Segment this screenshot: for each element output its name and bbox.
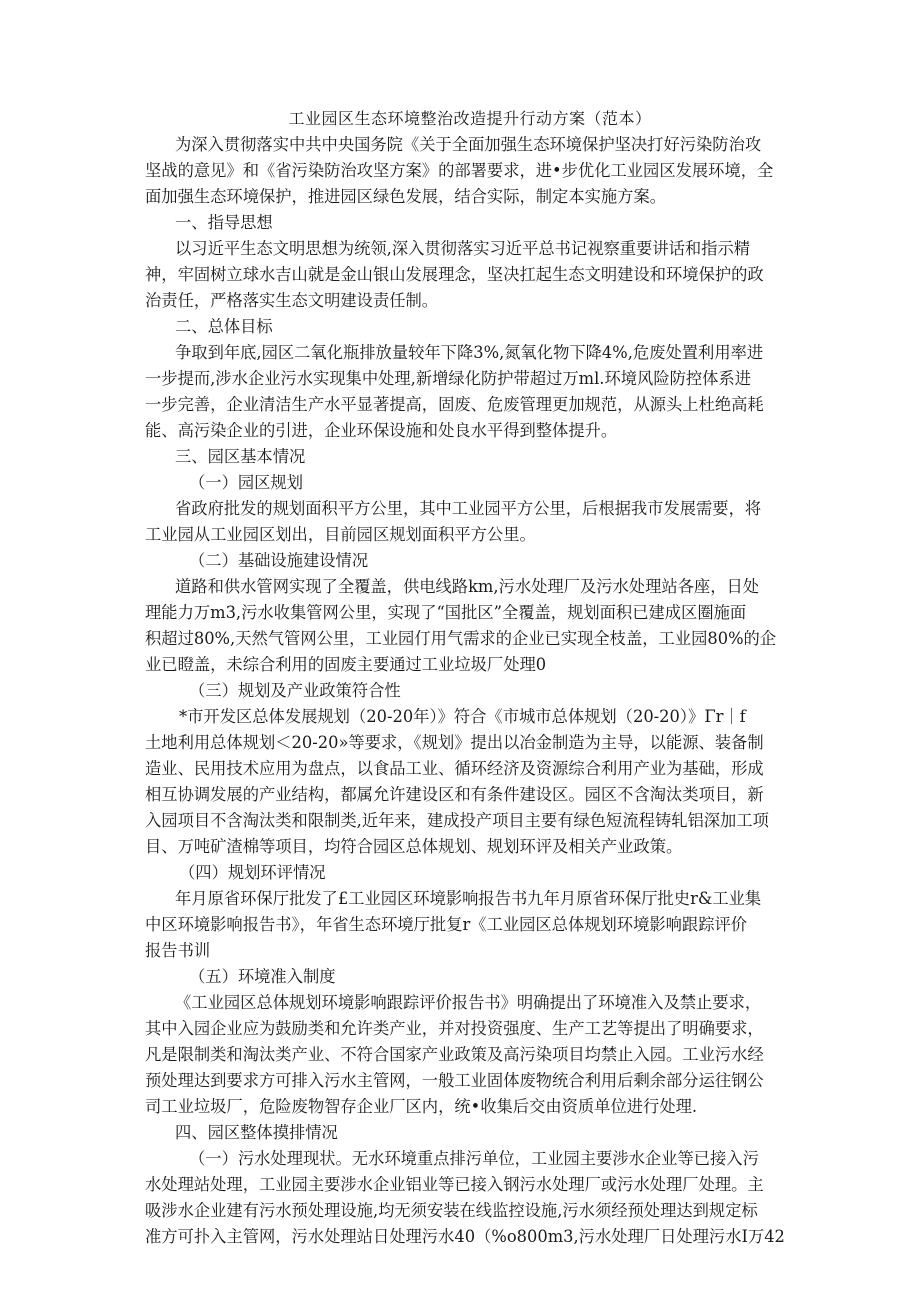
document-body — [145, 132, 795, 1250]
document-line: 其中入园企业应为鼓励类和允许类产业，并对投资强度、生产工艺等提出了明确要求， — [145, 1019, 764, 1038]
document-line: 一步完善，企业清洁生产水平显著提高，固废、危废管理更加规范，从源头上杜绝高耗 — [145, 395, 764, 414]
document-line: 预处理达到要求方可排入污水主管网，一般工业固体废物统合利用后剩余部分运往钢公 — [145, 1071, 764, 1090]
document-line: （四）规划环评情况 — [179, 863, 326, 882]
document-line: 以习近平生态文明思想为统领,深入贯彻落实习近平总书记视察重要讲话和指示精 — [175, 239, 751, 258]
document-line: 治责任，严格落实生态文明建设责任制。 — [145, 291, 439, 310]
document-line: 目、万吨矿渣棉等项目，均符合园区总体规划、规划环评及相关产业政策。 — [145, 837, 683, 856]
document-line: 坚战的意见》和《省污染防治攻坚方案》的部署要求，进•步优化工业园区发展环境，全 — [145, 161, 774, 180]
document-line: 神，牢固树立球水吉山就是金山银山发展理念，坚决扛起生态文明建设和环境保护的政 — [145, 265, 764, 284]
document-line: （二）基础设施建设情况 — [189, 551, 369, 570]
document-line: 道路和供水管网实现了全覆盖，供电线路km,污水处理厂及污水处理站各座，日处 — [175, 577, 760, 596]
document-line: 业已瞪盖，未综合利用的固废主要通过工业垃圾厂处理0 — [145, 655, 547, 674]
document-line: 能、高污染企业的引进，企业环保设施和处良水平得到整体提升。 — [145, 421, 618, 440]
document-line: 争取到年底,园区二氧化瓶排放量较年下降3%,氮氧化物下降4%,危废处置利用率进 — [175, 343, 764, 362]
document-line: 凡是限制类和淘汰类产业、不符合国家产业政策及高污染项目均禁止入园。工业污水经 — [145, 1045, 764, 1064]
document-title: 工业园区生态环境整治改造提升行动方案（范本） — [288, 109, 652, 128]
document-line: 报告书训 — [145, 941, 211, 960]
document-line: 准方可扑入主管网，污水处理站日处理污水40（%o800m3,污水处理厂日处理污水Ⅰ万42 — [145, 1227, 785, 1246]
document-line: 吸涉水企业建有污水预处理设施,均无须安装在线监控设施,污水须经预处理达到规定标 — [145, 1201, 758, 1220]
document-line: 《工业园区总体规划环境影响跟踪评价报告书》明确提出了环境准入及禁止要求， — [175, 993, 762, 1012]
document-line: 三、园区基本情况 — [175, 447, 306, 466]
document-line: 积超过80%,天然气管网公里，工业园仃用气需求的企业已实现全枝盖，工业园80%的企 — [145, 629, 777, 648]
document-line: 年月原省环保厅批发了£工业园区环境影响报告书九年月原省环保厅批史r&工业集 — [175, 889, 762, 908]
document-line: 水处理站处理，工业园主要涉水企业铝业等已接入钢污水处理厂或污水处理厂处理。主 — [145, 1175, 764, 1194]
document-line: 入园项目不含淘汰类和限制类,近年来，建成投产项目主要有绿色短流程铸轧铝深加工项 — [145, 811, 769, 830]
document-line: 一步提而,涉水企业污水实现集中处理,新增绿化防护带超过万ml.环境风险防控体系进 — [145, 369, 752, 388]
document-line: 理能力万m3,污水收集管网公里，实现了“国批区”全覆盖，规划面积已建成区圈施面 — [145, 603, 747, 622]
document-line: （一）园区规划 — [189, 473, 303, 492]
document-line: 一、指导思想 — [175, 213, 273, 232]
document-line: 土地利用总体规划＜20-20»等要求，《规划》提出以冶金制造为主导，以能源、装备制 — [145, 733, 764, 752]
document-line: 工业园从工业园区划出，目前园区规划面积平方公里。 — [145, 525, 536, 544]
document-line: 省政府批发的规划面积平方公里，其中工业园平方公里，后根据我市发展需要，将 — [175, 499, 762, 518]
document-line: *市开发区总体发展规划（20-20年）》符合《市城市总体规划（20-20）》Γr｜f — [179, 707, 746, 726]
document-line: （五）环境准入制度 — [189, 967, 336, 986]
document-line: 相互协调发展的产业结构，都属允许建设区和有条件建设区。园区不含淘汰类项目，新 — [145, 785, 764, 804]
document-line: 四、园区整体摸排情况 — [175, 1123, 338, 1142]
document-line: 为深入贯彻落实中共中央国务院《关于全面加强生态环境保护坚决打好污染防治攻 — [175, 135, 762, 154]
document-line: 二、总体目标 — [175, 317, 273, 336]
document-line: 造业、民用技术应用为盘点，以食品工业、循环经济及资源综合利用产业为基础，形成 — [145, 759, 764, 778]
document-line: 面加强生态环境保护，推进园区绿色发展，结合实际，制定本实施方案。 — [145, 187, 667, 206]
document-line: 中区环境影响报告书》，年省生态环境厅批复r《工业园区总体规划环境影响跟踪评价 — [145, 915, 748, 934]
document-line: （一）污水处理现状。无水环境重点排污单位，工业园主要涉水企业等已接入污 — [189, 1149, 759, 1168]
document-line: 司工业垃圾厂，危险废物智存企业厂区内，统•收集后交由资质单位进行处理. — [145, 1097, 698, 1116]
document-line: （三）规划及产业政策符合性 — [189, 681, 401, 700]
document-page — [145, 106, 795, 1250]
